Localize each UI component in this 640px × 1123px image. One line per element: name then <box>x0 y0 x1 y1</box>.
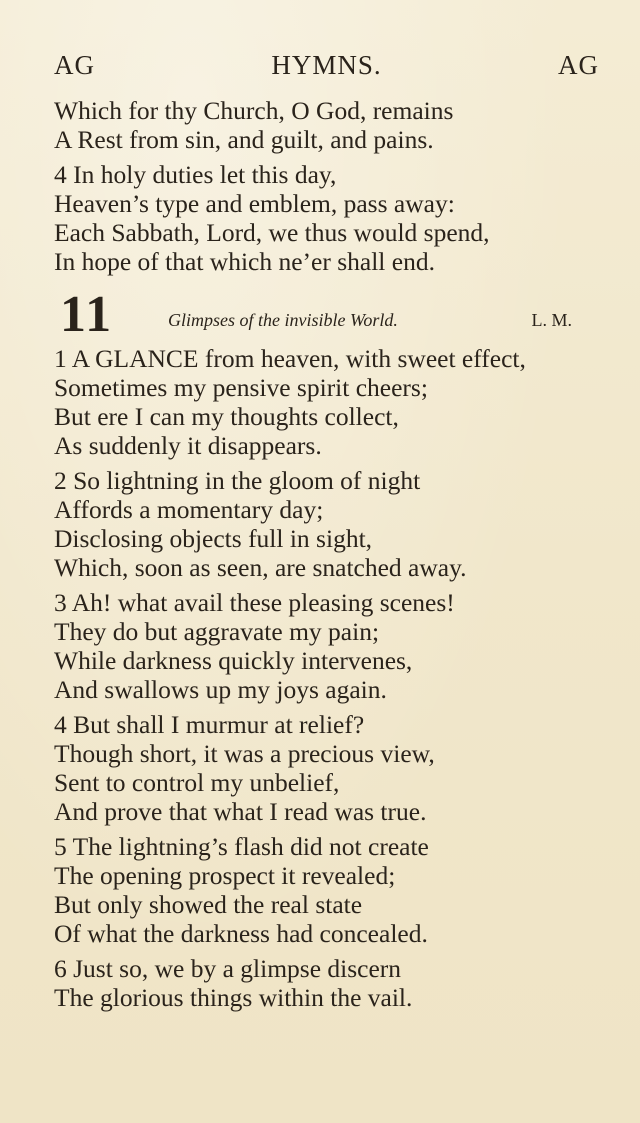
verse-line: Disclosing objects full in sight, <box>54 524 373 553</box>
verse-line: Which, soon as seen, are snatched away. <box>54 553 467 582</box>
verse-line: 6 Just so, we by a glimpse discern <box>54 954 402 983</box>
verse-line: But ere I can my thoughts collect, <box>54 402 399 431</box>
verse-line: In hope of that which ne’er shall end. <box>54 247 435 276</box>
stanza-1 <box>54 344 614 460</box>
verse-line: 4 But shall I murmur at relief? <box>54 710 365 739</box>
verse-line: The opening prospect it revealed; <box>54 861 396 890</box>
stanza-4 <box>54 710 614 826</box>
stanza-6 <box>54 954 614 1012</box>
verse-line: And prove that what I read was true. <box>54 797 427 826</box>
verse-line: 2 So lightning in the gloom of night <box>54 466 421 495</box>
previous-hymn-ending <box>54 96 614 276</box>
verse-line: Each Sabbath, Lord, we thus would spend, <box>54 218 490 247</box>
verse-line: While darkness quickly intervenes, <box>54 646 413 675</box>
verse-line: They do but aggravate my pain; <box>54 617 380 646</box>
verse-line: Affords a momentary day; <box>54 495 324 524</box>
verse-line: Heaven’s type and emblem, pass away: <box>54 189 455 218</box>
hymn-meter: L. M. <box>531 310 572 330</box>
verse-line: Of what the darkness had concealed. <box>54 919 428 948</box>
verse-line: Which for thy Church, O God, remains <box>54 96 454 125</box>
stanza-3 <box>54 588 614 704</box>
verse-line: 1 A GLANCE from heaven, with sweet effect, <box>54 344 526 373</box>
hymn-header <box>60 286 580 343</box>
verse-line: Though short, it was a precious view, <box>54 739 435 768</box>
hymn-number: 11 <box>60 286 114 343</box>
verse-line: Sent to control my unbelief, <box>54 768 340 797</box>
stanza-2 <box>54 466 614 582</box>
running-head <box>54 50 599 86</box>
verse-line: 5 The lightning’s flash did not create <box>54 832 429 861</box>
verse-line: As suddenly it disappears. <box>54 431 322 460</box>
verse-line: Sometimes my pensive spirit cheers; <box>54 373 428 402</box>
running-head-title: HYMNS. <box>271 50 382 80</box>
verse-line: 4 In holy duties let this day, <box>54 160 337 189</box>
running-head-right: AG <box>558 50 599 80</box>
stanza-5 <box>54 832 614 948</box>
verse-line: A Rest from sin, and guilt, and pains. <box>54 125 434 154</box>
verse-line: And swallows up my joys again. <box>54 675 387 704</box>
running-head-left: AG <box>54 50 95 80</box>
verse-line: But only showed the real state <box>54 890 363 919</box>
hymn-body <box>54 344 614 1012</box>
verse-line: 3 Ah! what avail these pleasing scenes! <box>54 588 455 617</box>
hymn-title: Glimpses of the invisible World. <box>168 310 398 330</box>
verse-line: The glorious things within the vail. <box>54 983 413 1012</box>
